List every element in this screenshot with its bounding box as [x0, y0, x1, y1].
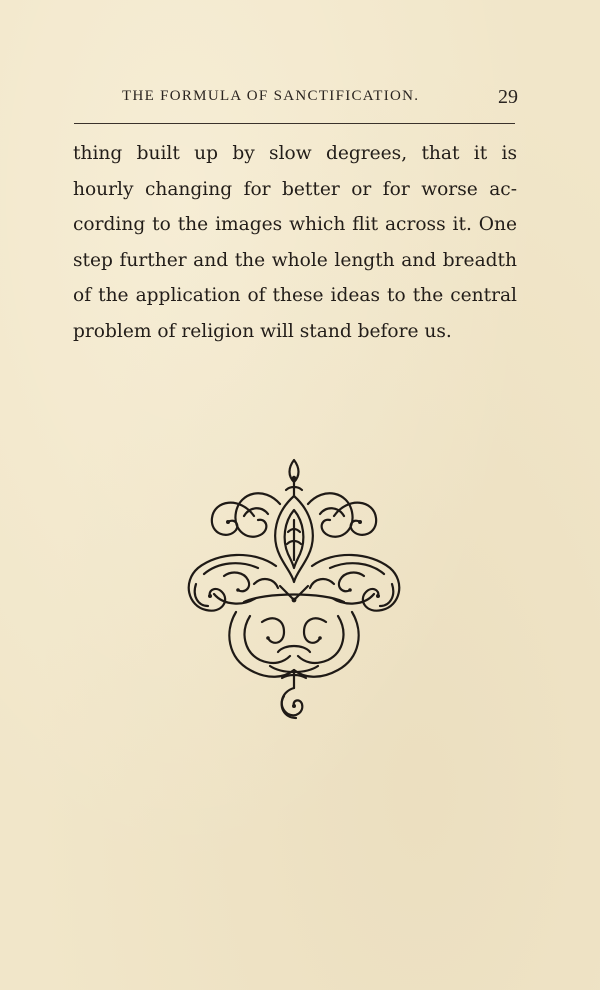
- fleuron-ornament-icon: [184, 456, 404, 726]
- body-paragraph: [73, 136, 517, 350]
- text-line: step further and the whole length and breadth: [73, 249, 517, 271]
- text-line: problem of religion will stand before us.: [73, 320, 452, 342]
- text-line: cording to the images which flit across it. One: [73, 214, 517, 236]
- text-line: hourly changing for better or for worse ac-: [73, 178, 517, 200]
- running-head: [72, 86, 518, 110]
- text-line: of the application of these ideas to the central: [73, 285, 517, 307]
- running-title: THE FORMULA OF SANCTIFICATION.: [122, 88, 420, 104]
- text-line: thing built up by slow degrees, that it is: [73, 143, 517, 164]
- header-rule: [74, 123, 515, 124]
- page-number: 29: [498, 86, 518, 108]
